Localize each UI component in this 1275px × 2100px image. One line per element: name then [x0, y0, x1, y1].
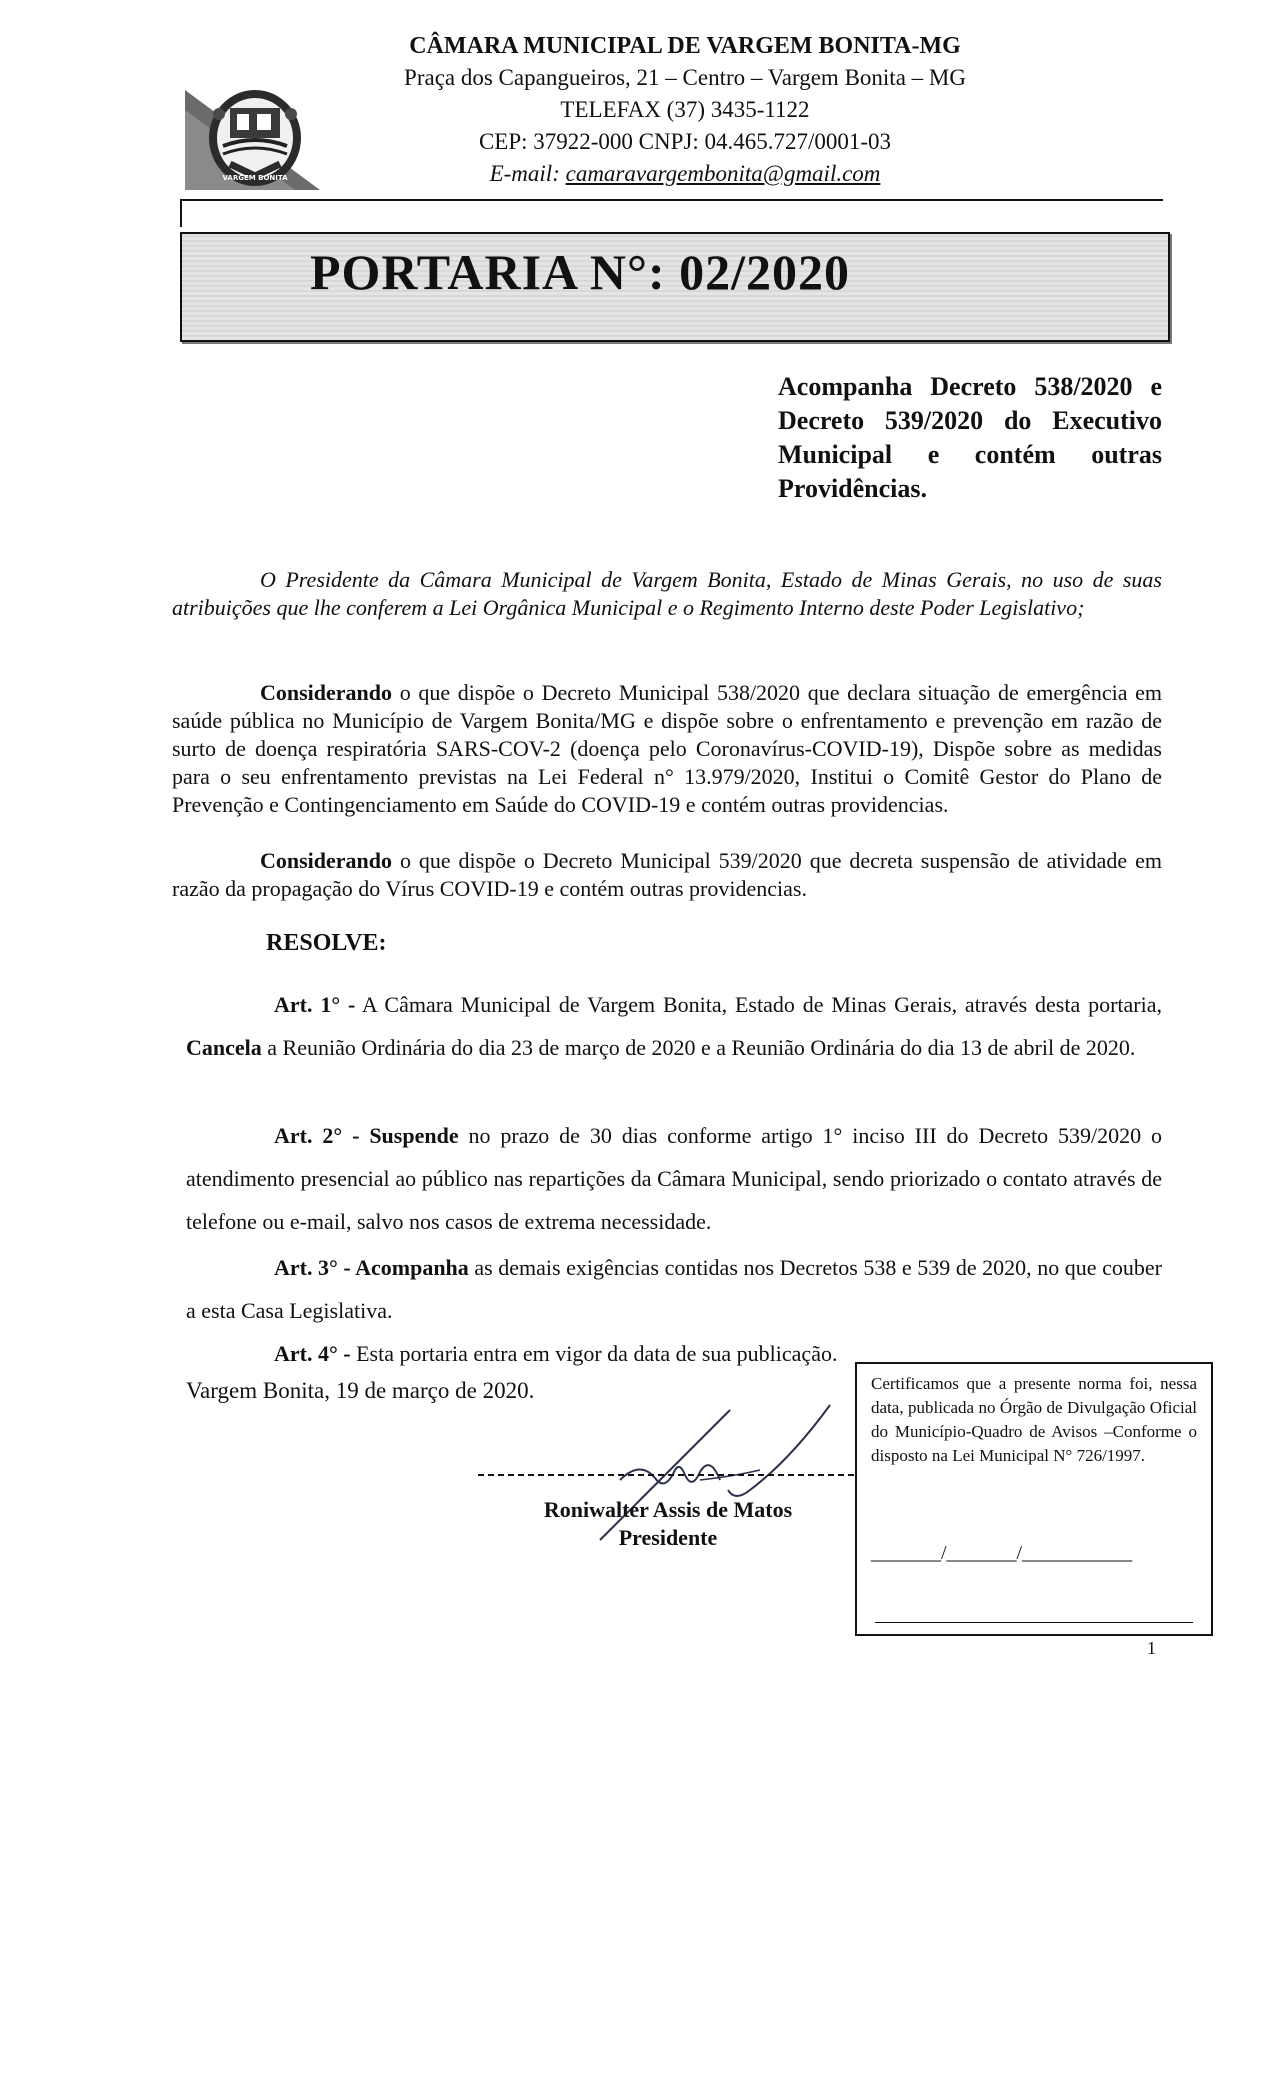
signature-line: [478, 1474, 854, 1476]
considerando-1-lead: Considerando: [260, 680, 393, 705]
article-3: [186, 1246, 1162, 1332]
article-2: [186, 1114, 1162, 1243]
article-4-text: Esta portaria entra em vigor da data de sua publicação.: [350, 1341, 838, 1366]
preamble: O Presidente da Câmara Municipal de Vargem Bonita, Estado de Minas Gerais, no uso de suas atribuições que lhe conferem a Lei Orgânica Municipal e o Regimento Interno deste Poder Legislativo;: [172, 567, 1162, 620]
article-2-text: no prazo de 30 dias conforme artigo 1° inciso III do Decreto 539/2020 o atendimento presencial ao público nas repartições da Câmara Municipal, sendo priorizado o contato através de telefone ou e-mail, salvo nos casos de extrema necessidade.: [186, 1123, 1162, 1234]
title-banner: [180, 232, 1170, 342]
considerando-1-text: o que dispõe o Decreto Municipal 538/2020 que declara situação de emergência em saúde pública no Município de Vargem Bonita/MG e dispõe sobre o enfrentamento e prevenção em razão de surto de doença respiratória SARS-COV-2 (doença pelo Coronavírus-COVID-19), Dispõe sobre as medidas para o seu enfrentamento previstas na Lei Federal n° 13.979/2020, Institui o Comitê Gestor do Plano de Prevenção e Contingenciamento em Saúde do COVID-19 e contém outras providencias.: [172, 680, 1162, 817]
certificate-text: Certificamos que a presente norma foi, nessa data, publicada no Órgão de Divulgação Oficial do Município-Quadro de Avisos –Conforme o disposto na Lei Municipal N° 726/1997.: [871, 1374, 1197, 1465]
article-4-label: Art. 4° -: [274, 1341, 351, 1366]
considerando-1: [172, 679, 1162, 819]
email-line: [330, 158, 1040, 190]
letterhead: [330, 30, 1040, 190]
page-number: 1: [1147, 1638, 1156, 1658]
article-2-label: Art. 2° -: [274, 1123, 360, 1148]
considerando-2-lead: Considerando: [260, 848, 393, 873]
signatory-name: Roniwalter Assis de Matos: [543, 1497, 793, 1522]
considerando-2: [172, 847, 1162, 903]
date-place: Vargem Bonita, 19 de março de 2020.: [186, 1378, 535, 1403]
article-2-bold: Suspende: [359, 1123, 459, 1148]
article-3-label: Art. 3° -: [274, 1255, 351, 1280]
address-line: Praça dos Capangueiros, 21 – Centro – Vargem Bonita – MG: [404, 65, 966, 90]
signatory-block: [488, 1496, 848, 1552]
article-1-bold: Cancela: [186, 1035, 262, 1060]
summary-ementa: Acompanha Decreto 538/2020 e Decreto 539/2020 do Executivo Municipal e contém outras Providências.: [778, 372, 1162, 503]
publication-certificate-box: [855, 1362, 1213, 1636]
logo-text: VARGEM BONITA: [222, 174, 288, 182]
article-1-text-a: A Câmara Municipal de Vargem Bonita, Estado de Minas Gerais, através desta portaria,: [355, 992, 1162, 1017]
email-label: E-mail:: [489, 161, 560, 186]
resolve-heading: RESOLVE:: [266, 930, 387, 956]
article-3-text: as demais exigências contidas nos Decretos 538 e 539 de 2020, no que couber a esta Casa Legislativa.: [186, 1255, 1162, 1323]
cep-cnpj-line: CEP: 37922-000 CNPJ: 04.465.727/0001-03: [478, 129, 892, 154]
article-1: [186, 983, 1162, 1069]
article-3-bold: Acompanha: [350, 1255, 469, 1280]
document-title: PORTARIA N°: 02/2020: [309, 244, 851, 300]
coat-of-arms-logo: [185, 80, 320, 190]
email-link[interactable]: camaravargembonita@gmail.com: [565, 161, 881, 186]
header-divider: [180, 199, 1163, 201]
certificate-date-blank: _______/_______/___________: [871, 1542, 1133, 1564]
signatory-role: Presidente: [618, 1525, 718, 1550]
article-1-text-b: a Reunião Ordinária do dia 23 de março de 2020 e a Reunião Ordinária do dia 13 de abril de 2020.: [261, 1035, 1136, 1060]
considerando-2-text: o que dispõe o Decreto Municipal 539/2020 que decreta suspensão de atividade em razão da propagação do Vírus COVID-19 e contém outras providencias.: [172, 848, 1162, 901]
certificate-signature-line: [875, 1622, 1193, 1623]
telefax-line: TELEFAX (37) 3435-1122: [560, 97, 810, 122]
header-divider-tick: [180, 199, 182, 227]
org-name: CÂMARA MUNICIPAL DE VARGEM BONITA-MG: [409, 33, 961, 59]
article-1-label: Art. 1° -: [274, 992, 356, 1017]
